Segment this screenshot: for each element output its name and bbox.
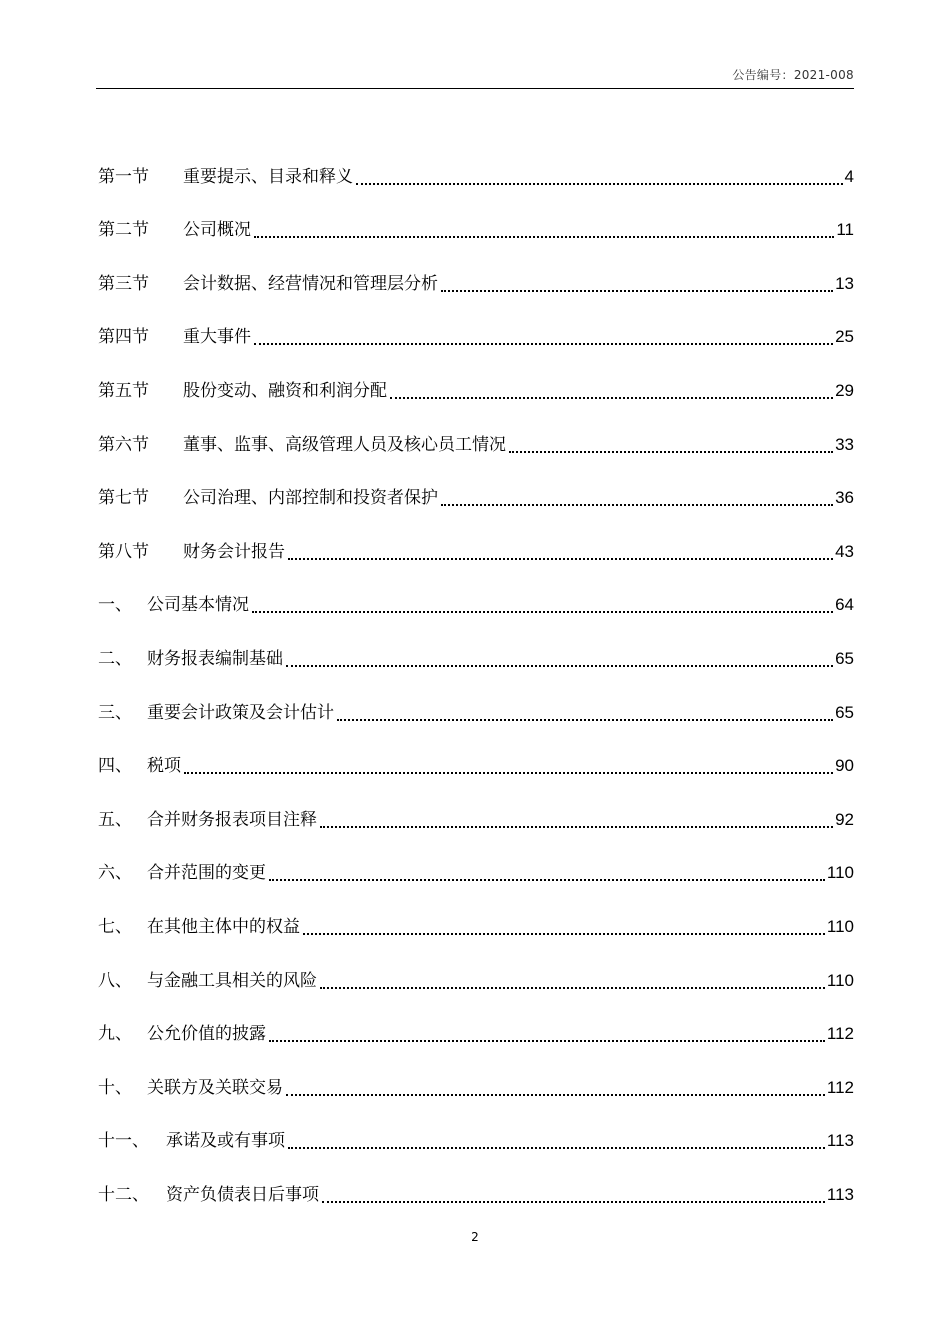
toc-entry-title: 重要会计政策及会计估计	[147, 702, 334, 723]
toc-entry-title: 在其他主体中的权益	[147, 916, 300, 937]
toc-entry-page: 4	[844, 166, 854, 186]
toc-entry[interactable]	[98, 783, 854, 837]
toc-entry-number: 六、	[98, 863, 132, 884]
toc-entry[interactable]	[98, 944, 854, 998]
toc-entry-number: 第四节	[98, 327, 149, 348]
toc-entry-number: 五、	[98, 809, 132, 830]
toc-entry-title: 公允价值的披露	[147, 1024, 266, 1045]
toc-entry-number: 七、	[98, 916, 132, 937]
toc-dot-leader	[320, 987, 825, 989]
toc-entry-number: 第二节	[98, 220, 149, 241]
toc-dot-leader	[441, 504, 833, 506]
toc-entry[interactable]	[98, 730, 854, 784]
toc-entry-number: 第八节	[98, 541, 149, 562]
toc-dot-leader	[254, 236, 834, 238]
toc-entry-page: 92	[835, 809, 854, 829]
toc-entry-title: 关联方及关联交易	[147, 1077, 283, 1098]
toc-dot-leader	[254, 343, 833, 345]
toc-entry-number: 第六节	[98, 434, 149, 455]
toc-entry-title: 财务会计报告	[183, 541, 285, 562]
toc-dot-leader	[269, 879, 825, 881]
toc-entry[interactable]	[98, 515, 854, 569]
toc-entry-number: 三、	[98, 702, 132, 723]
toc-entry-number: 第一节	[98, 166, 149, 187]
toc-entry-page: 110	[826, 970, 854, 990]
page-number: 2	[471, 1230, 479, 1244]
toc-dot-leader	[252, 611, 833, 613]
toc-entry[interactable]	[98, 1051, 854, 1105]
toc-dot-leader	[286, 1094, 825, 1096]
toc-dot-leader	[337, 719, 833, 721]
toc-dot-leader	[390, 397, 833, 399]
table-of-contents	[98, 140, 854, 1212]
toc-dot-leader	[303, 933, 825, 935]
toc-entry[interactable]	[98, 676, 854, 730]
toc-entry[interactable]	[98, 837, 854, 891]
toc-dot-leader	[288, 1147, 825, 1149]
toc-entry-title: 合并范围的变更	[147, 863, 266, 884]
toc-dot-leader	[286, 665, 833, 667]
toc-entry-page: 29	[835, 380, 854, 400]
toc-entry-number: 第三节	[98, 273, 149, 294]
toc-entry[interactable]	[98, 247, 854, 301]
toc-entry[interactable]	[98, 354, 854, 408]
toc-dot-leader	[184, 772, 833, 774]
toc-entry-number: 二、	[98, 648, 132, 669]
toc-entry-page: 13	[835, 273, 854, 293]
toc-entry-page: 112	[826, 1077, 854, 1097]
toc-dot-leader	[509, 451, 833, 453]
toc-entry[interactable]	[98, 1105, 854, 1159]
toc-entry-title: 承诺及或有事项	[166, 1131, 285, 1152]
toc-entry[interactable]	[98, 301, 854, 355]
toc-entry-page: 113	[826, 1184, 854, 1204]
toc-entry-page: 33	[835, 434, 854, 454]
toc-entry-title: 公司治理、内部控制和投资者保护	[183, 488, 438, 509]
toc-entry[interactable]	[98, 998, 854, 1052]
toc-dot-leader	[320, 826, 833, 828]
toc-entry[interactable]	[98, 408, 854, 462]
toc-entry-number: 八、	[98, 970, 132, 991]
toc-dot-leader	[269, 1040, 825, 1042]
toc-entry-title: 董事、监事、高级管理人员及核心员工情况	[183, 434, 506, 455]
toc-entry[interactable]	[98, 1158, 854, 1212]
toc-entry-title: 资产负债表日后事项	[166, 1184, 319, 1205]
toc-entry-title: 公司基本情况	[147, 595, 249, 616]
toc-entry[interactable]	[98, 140, 854, 194]
toc-entry-number: 九、	[98, 1024, 132, 1045]
toc-entry-page: 36	[835, 488, 854, 508]
toc-entry-title: 股份变动、融资和利润分配	[183, 380, 387, 401]
toc-entry-page: 113	[826, 1131, 854, 1151]
toc-entry-title: 公司概况	[183, 220, 251, 241]
toc-dot-leader	[356, 183, 843, 185]
toc-entry-page: 11	[836, 220, 854, 240]
toc-entry-title: 税项	[147, 756, 181, 777]
toc-entry-title: 合并财务报表项目注释	[147, 809, 317, 830]
toc-dot-leader	[441, 290, 833, 292]
toc-entry-page: 90	[835, 756, 854, 776]
toc-dot-leader	[322, 1201, 825, 1203]
toc-entry-page: 110	[826, 916, 854, 936]
toc-entry[interactable]	[98, 890, 854, 944]
toc-entry[interactable]	[98, 462, 854, 516]
toc-entry-title: 重大事件	[183, 327, 251, 348]
toc-entry-title: 会计数据、经营情况和管理层分析	[183, 273, 438, 294]
toc-entry[interactable]	[98, 194, 854, 248]
toc-entry-number: 十一、	[98, 1131, 149, 1152]
toc-entry[interactable]	[98, 622, 854, 676]
toc-entry-number: 第五节	[98, 380, 149, 401]
toc-entry-page: 43	[835, 541, 854, 561]
toc-entry-title: 财务报表编制基础	[147, 648, 283, 669]
toc-entry-number: 四、	[98, 756, 132, 777]
toc-entry-number: 一、	[98, 595, 132, 616]
toc-entry-page: 65	[835, 702, 854, 722]
toc-entry-title: 重要提示、目录和释义	[183, 166, 353, 187]
page-header	[96, 64, 854, 89]
toc-entry-page: 110	[826, 863, 854, 883]
toc-entry-page: 25	[835, 327, 854, 347]
toc-entry-page: 65	[835, 648, 854, 668]
toc-dot-leader	[288, 558, 833, 560]
toc-entry-page: 112	[826, 1024, 854, 1044]
toc-entry-title: 与金融工具相关的风险	[147, 970, 317, 991]
toc-entry-page: 64	[835, 595, 854, 615]
announcement-number: 公告编号：2021-008	[732, 68, 854, 82]
toc-entry-number: 十二、	[98, 1184, 149, 1205]
toc-entry[interactable]	[98, 569, 854, 623]
toc-entry-number: 第七节	[98, 488, 149, 509]
toc-entry-number: 十、	[98, 1077, 132, 1098]
